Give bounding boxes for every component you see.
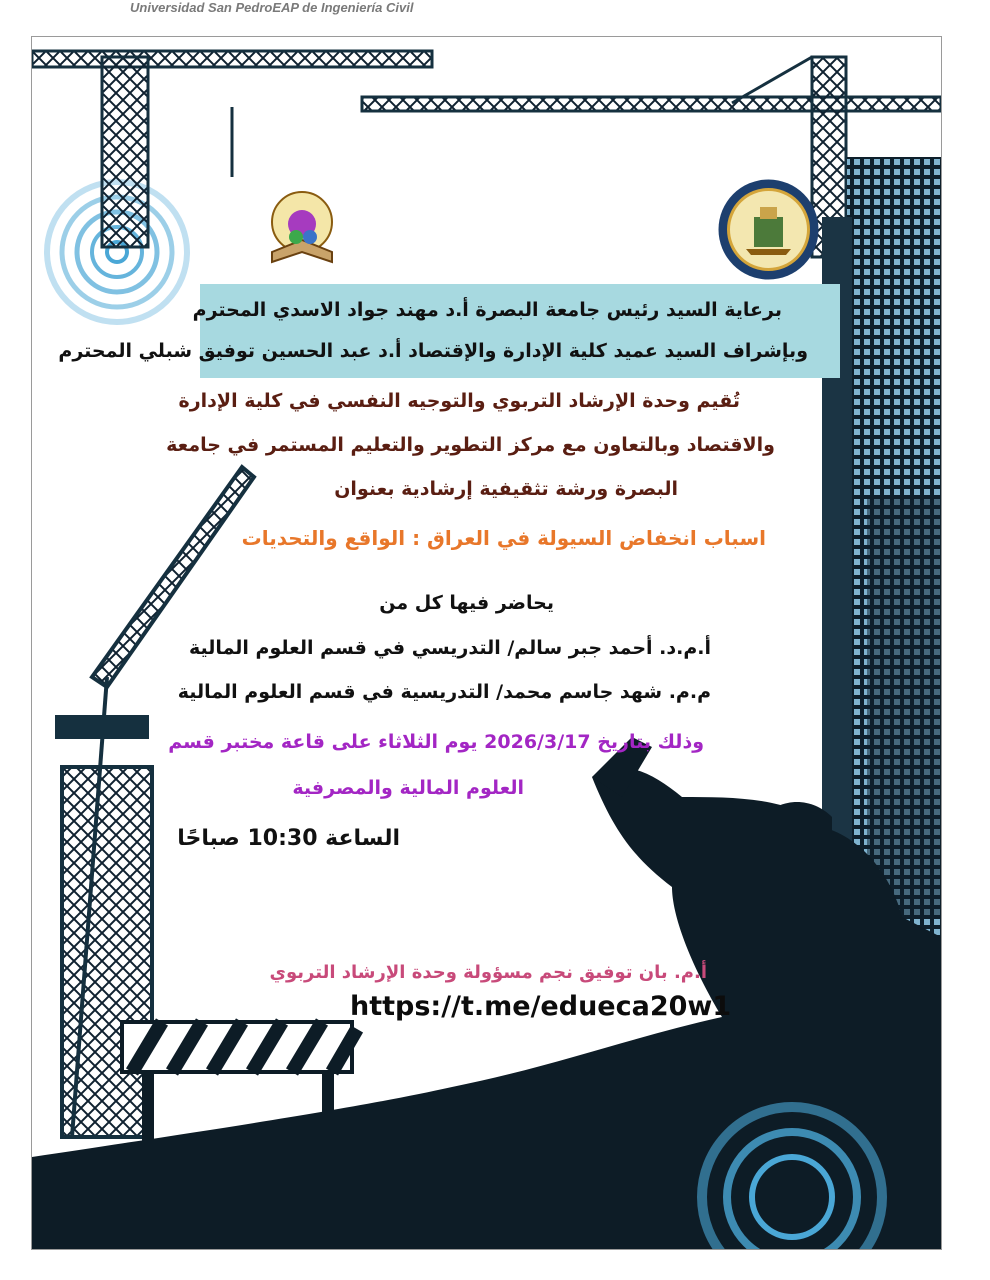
watermark-text: Universidad San PedroEAP de Ingeniería Civil <box>130 0 414 15</box>
schedule-line-2: العلوم المالية والمصرفية <box>292 777 524 799</box>
lecturer-2: م.م. شهد جاسم محمد/ التدريسية في قسم العلوم المالية <box>177 681 711 703</box>
intro-line-2: والاقتصاد وبالتعاون مع مركز التطوير والتعليم المستمر في جامعة <box>166 434 775 456</box>
sponsorship-line-1: برعاية السيد رئيس جامعة البصرة أ.د مهند جواد الاسدي المحترم <box>192 299 782 321</box>
workshop-title: اسباب انخفاض السيولة في العراق : الواقع والتحديات <box>241 526 766 550</box>
event-time: الساعة 10:30 صباحًا <box>177 826 400 851</box>
lecturer-1: أ.م.د. أحمد جبر سالم/ التدريسي في قسم العلوم المالية <box>189 637 711 659</box>
intro-line-3: البصرة ورشة تثقيفية إرشادية بعنوان <box>334 478 678 500</box>
university-seal-icon <box>716 177 821 282</box>
poster <box>31 36 942 1250</box>
building <box>822 157 941 937</box>
sponsorship-line-2: وبإشراف السيد عميد كلية الإدارة والإقتصاد أ.د عبد الحسين توفيق شبلي المحترم <box>58 340 808 362</box>
intro-line-1: تُقيم وحدة الإرشاد التربوي والتوجيه النفسي في كلية الإدارة <box>178 390 740 412</box>
college-logo-icon <box>254 182 350 278</box>
signature: أ.م. بان توفيق نجم مسؤولة وحدة الإرشاد التربوي <box>269 962 707 983</box>
schedule-line-1: وذلك بتاريخ 2026/3/17 يوم الثلاثاء على قاعة مختبر قسم <box>168 731 704 753</box>
lecturers-heading: يحاضر فيها كل من <box>379 592 554 614</box>
telegram-link[interactable]: https://t.me/edueca20w1 <box>350 991 732 1022</box>
